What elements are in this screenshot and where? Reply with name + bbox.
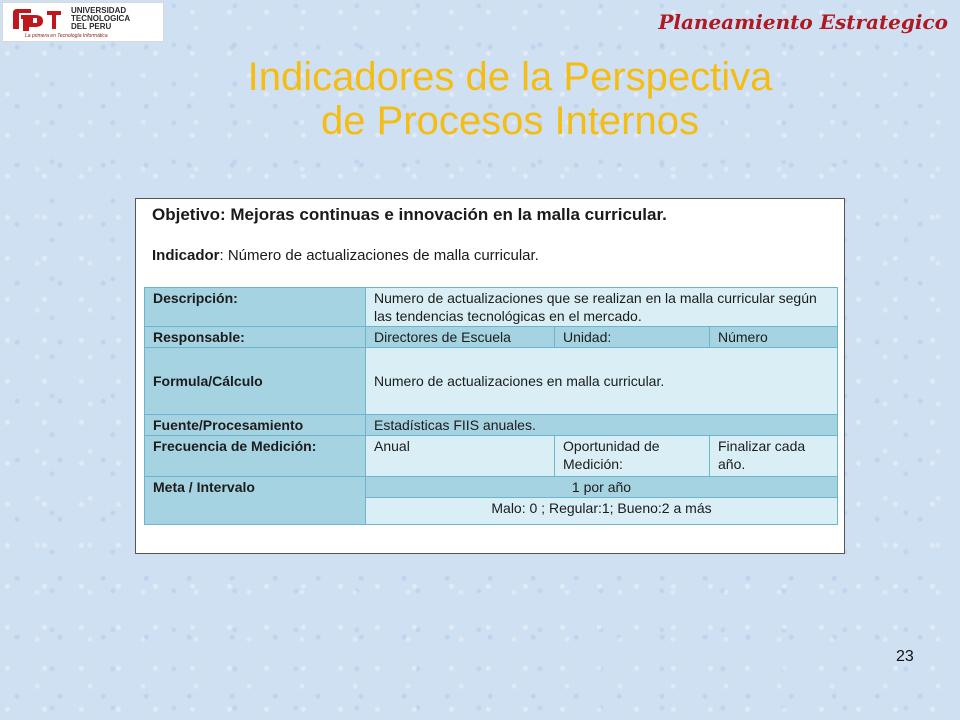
oportunidad-label: Oportunidad de Medición: <box>555 436 710 477</box>
unidad-label: Unidad: <box>555 327 710 348</box>
indicator-line <box>152 247 539 264</box>
page-number: 23 <box>896 648 914 665</box>
descripcion-label: Descripción: <box>145 288 366 327</box>
indicator-card <box>135 198 845 554</box>
table-row-formula <box>145 348 838 415</box>
frecuencia-label: Frecuencia de Medición: <box>145 436 366 477</box>
unidad-value: Número <box>710 327 838 348</box>
slide-title-line-1: Indicadores de la Perspectiva <box>247 55 773 99</box>
meta-label: Meta / Intervalo <box>145 477 366 525</box>
table-row-frecuencia <box>145 436 838 477</box>
formula-value: Numero de actualizaciones en malla curricular. <box>366 348 838 415</box>
brand-title: Planeamiento Estrategico <box>658 10 948 34</box>
meta-target: 1 por año <box>366 477 838 498</box>
indicator-table <box>144 287 838 525</box>
responsable-label: Responsable: <box>145 327 366 348</box>
logo-text <box>71 7 130 31</box>
table-row-descripcion <box>145 288 838 327</box>
frecuencia-value: Anual <box>366 436 555 477</box>
university-logo <box>2 2 164 42</box>
indicator-label: Indicador <box>152 247 220 264</box>
table-row-responsable <box>145 327 838 348</box>
slide-title-line-2: de Procesos Internos <box>321 99 699 143</box>
indicator-value: : Número de actualizaciones de malla curricular. <box>219 247 539 264</box>
utp-logo-icon <box>9 7 69 33</box>
fuente-value: Estadísticas FIIS anuales. <box>366 415 838 436</box>
logo-line-1: UNIVERSIDAD <box>71 6 127 15</box>
fuente-label: Fuente/Procesamiento <box>145 415 366 436</box>
logo-line-3: DEL PERU <box>71 22 112 31</box>
table-row-meta <box>145 477 838 498</box>
oportunidad-value: Finalizar cada año. <box>710 436 838 477</box>
meta-range: Malo: 0 ; Regular:1; Bueno:2 a más <box>366 498 838 525</box>
objective-text: Objetivo: Mejoras continuas e innovación en la malla curricular. <box>152 205 667 224</box>
responsable-value: Directores de Escuela <box>366 327 555 348</box>
logo-tagline: La primera en Tecnología Informática <box>25 33 108 39</box>
table-row-fuente <box>145 415 838 436</box>
formula-label: Formula/Cálculo <box>145 348 366 415</box>
descripcion-value: Numero de actualizaciones que se realizan en la malla curricular según las tendencias tecnológicas en el mercado. <box>366 288 838 327</box>
logo-line-2: TECNOLOGICA <box>71 14 131 23</box>
slide-title <box>120 55 900 143</box>
